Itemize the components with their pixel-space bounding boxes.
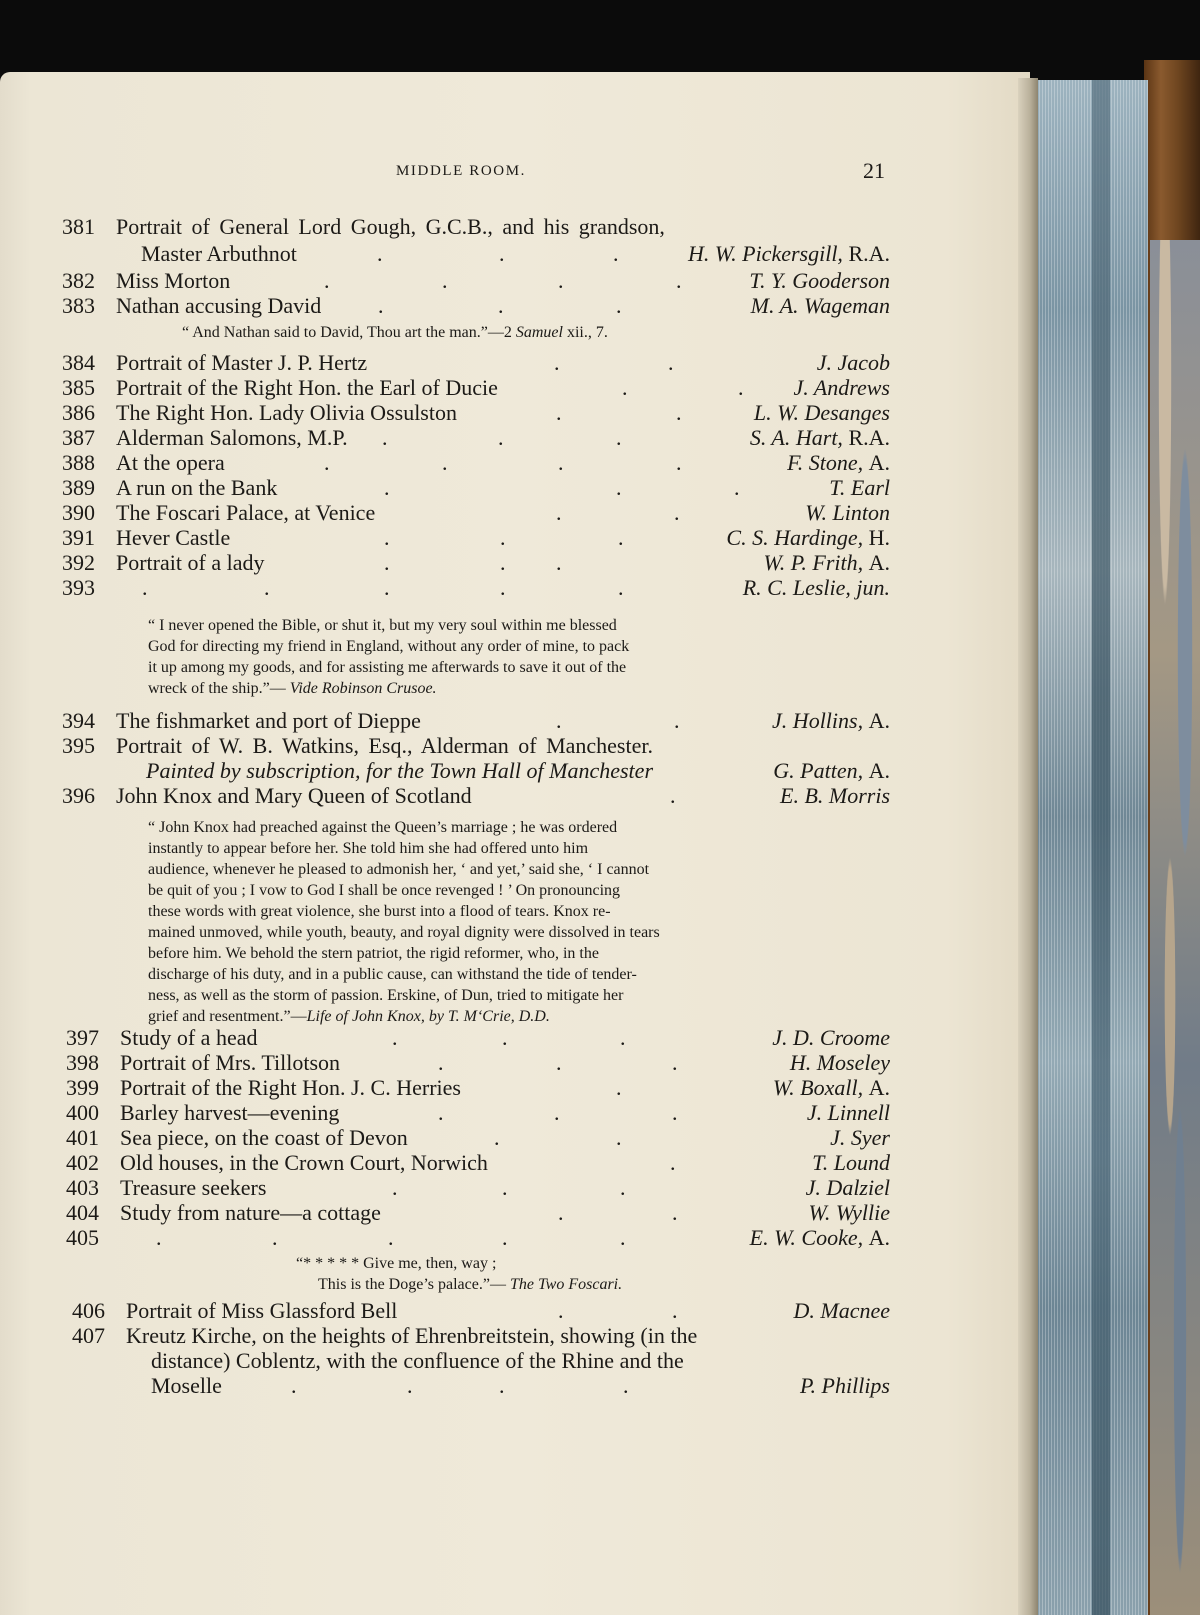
catalogue-entry: 394 The fishmarket and port of Dieppe . . J. Hollins, A. — [62, 708, 890, 733]
catalogue-entry: 393 . . . . . R. C. Leslie, jun. — [62, 575, 890, 600]
entry-artist: H. W. Pickersgill, R.A. — [687, 241, 890, 266]
catalogue-entry: 406 Portrait of Miss Glassford Bell . . D. Macnee — [72, 1298, 890, 1323]
entry-number: 386 — [62, 400, 95, 425]
catalogue-entry: 404 Study from nature—a cottage . . W. Wyllie — [66, 1200, 890, 1225]
entry-title: Miss Morton — [116, 268, 231, 293]
catalogue-entry: 400 Barley harvest—evening . . . J. Linnell — [66, 1100, 890, 1125]
entry-title: John Knox and Mary Queen of Scotland — [116, 783, 472, 808]
entry-number: 401 — [66, 1125, 99, 1150]
entry-artist: J. Dalziel — [805, 1175, 890, 1200]
entry-number: 403 — [66, 1175, 99, 1200]
catalogue-entry: 396 John Knox and Mary Queen of Scotland . E. B. Morris — [62, 783, 890, 808]
catalogue-entry: 389 A run on the Bank . . . T. Earl — [62, 475, 890, 500]
catalogue-entry — [62, 214, 890, 239]
quotation: “ I never opened the Bible, or shut it, but my very soul within me blessed God for directing my friend in England, without any order of mine, to pack it up among my goods, and for assisting me afterwards to save it out of the wreck of the ship.”— Vide Robinson Crusoe. — [148, 617, 630, 697]
entry-title: Treasure seekers — [120, 1175, 267, 1200]
entry-artist: W. Linton — [805, 500, 890, 525]
catalogue-entry: 401 Sea piece, on the coast of Devon . . J. Syer — [66, 1125, 890, 1150]
catalogue-entry — [62, 733, 890, 758]
entry-artist: J. Hollins, A. — [772, 708, 890, 733]
catalogue-entry: 390 The Foscari Palace, at Venice . . W. Linton — [62, 500, 890, 525]
entry-title: The Right Hon. Lady Olivia Ossulston — [116, 400, 457, 425]
entry-title: The Foscari Palace, at Venice — [116, 500, 376, 525]
entry-artist: S. A. Hart, R.A. — [749, 425, 890, 450]
entry-artist: D. Macnee — [793, 1298, 890, 1323]
entry-artist: J. Andrews — [793, 375, 890, 400]
quotation: “ John Knox had preached against the Queen’s marriage ; he was ordered instantly to appear before her. She told him she had offered unto him audience, whenever he pleased to admonish her, ‘ and yet,’ said she, ‘ I cannot be quit of you ; I vow to God I shall be once revenged ! ’ On pronouncing these words with great violence, she burst into a flood of tears. Knox re- mained unmoved, while youth, beauty, and royal dignity were dissolved in tears before him. We behold the stern patriot, the rigid reformer, who, in the discharge of his duty, and in a public cause, can withstand the tide of tender- ness, as well as the storm of passion. Erskine, of Dun, tried to mitigate her grief and resentment.”—Life of John Knox, by T. M‘Crie, D.D. — [148, 819, 660, 1025]
entry-title: At the opera — [116, 450, 225, 475]
entry-title-continued: Master Arbuthnot — [141, 241, 297, 266]
entry-number: 383 — [62, 293, 95, 318]
entry-number: 397 — [66, 1025, 99, 1050]
entry-number: 390 — [62, 500, 95, 525]
running-head: MIDDLE ROOM. — [396, 163, 527, 179]
entry-number: 395 — [62, 733, 95, 758]
entry-number: 384 — [62, 350, 95, 375]
leader-dot: . — [377, 241, 383, 266]
entry-continuation: Moselle . . . . P. Phillips — [151, 1373, 890, 1398]
entry-artist: C. S. Hardinge, H. — [726, 525, 890, 550]
entry-continuation — [151, 1348, 890, 1373]
entry-number: 393 — [62, 575, 95, 600]
catalogue-entry: 391 Hever Castle . . . C. S. Hardinge, H. — [62, 525, 890, 550]
entry-number: 388 — [62, 450, 95, 475]
catalogue-entry: 383 Nathan accusing David . . . M. A. Wageman — [62, 293, 890, 318]
entry-title: Nathan accusing David — [116, 293, 322, 318]
entry-number: 407 — [72, 1323, 105, 1348]
entry-title: Study of a head — [120, 1025, 258, 1050]
entry-artist: W. P. Frith, A. — [763, 550, 890, 575]
entry-title: Alderman Salomons, M.P. — [116, 425, 348, 450]
catalogue-entry: 405 . . . . . E. W. Cooke, A. — [66, 1225, 890, 1250]
entry-artist: P. Phillips — [799, 1373, 890, 1398]
entry-title: Kreutz Kirche, on the heights of Ehrenbreitstein, showing (in the — [126, 1323, 698, 1348]
catalogue-entry: 386 The Right Hon. Lady Olivia Ossulston . . L. W. Desanges — [62, 400, 890, 425]
catalogue-entry: 402 Old houses, in the Crown Court, Norwich . T. Lound — [66, 1150, 890, 1175]
quotation: “ And Nathan said to David, Thou art the man.”—2 Samuel xii., 7. — [182, 324, 608, 341]
entry-artist: J. D. Croome — [772, 1025, 890, 1050]
entry-title: Portrait of Mrs. Tillotson — [120, 1050, 341, 1075]
entry-title: Portrait of Miss Glassford Bell — [126, 1298, 398, 1323]
entry-title: The fishmarket and port of Dieppe — [116, 708, 421, 733]
entry-artist: T. Earl — [829, 475, 890, 500]
entry-number: 405 — [66, 1225, 99, 1250]
entry-artist: J. Jacob — [816, 350, 890, 375]
entry-artist: R. C. Leslie, jun. — [742, 575, 890, 600]
entry-number: 404 — [66, 1200, 99, 1225]
entry-title: Study from nature—a cottage — [120, 1200, 381, 1225]
marbled-endpaper — [1150, 240, 1200, 1615]
catalogue-entry — [72, 1323, 890, 1348]
entry-title: Portrait of the Right Hon. the Earl of Ducie — [116, 375, 498, 400]
entry-artist: W. Boxall, A. — [772, 1075, 890, 1100]
catalogue-entry: 385 Portrait of the Right Hon. the Earl of Ducie . . J. Andrews — [62, 375, 890, 400]
entry-title: Portrait of General Lord Gough, G.C.B., and his grandson, — [116, 214, 665, 239]
leader-dot: . — [613, 241, 619, 266]
entry-artist: J. Linnell — [806, 1100, 890, 1125]
catalogue-entry: 392 Portrait of a lady . . . W. P. Frith, A. — [62, 550, 890, 575]
catalogue-entry: 403 Treasure seekers . . . J. Dalziel — [66, 1175, 890, 1200]
entry-number: 385 — [62, 375, 95, 400]
entry-artist: W. Wyllie — [808, 1200, 890, 1225]
entry-artist: H. Moseley — [789, 1050, 890, 1075]
entry-number: 406 — [72, 1298, 105, 1323]
catalogue-entry: 398 Portrait of Mrs. Tillotson . . . H. Moseley — [66, 1050, 890, 1075]
catalogue-entry: 399 Portrait of the Right Hon. J. C. Herries . W. Boxall, A. — [66, 1075, 890, 1100]
catalogue-entry: 382 Miss Morton . . . . T. Y. Gooderson — [62, 268, 890, 293]
entry-artist: E. W. Cooke, A. — [749, 1225, 890, 1250]
entry-artist: F. Stone, A. — [787, 450, 890, 475]
entry-title: Sea piece, on the coast of Devon — [120, 1125, 408, 1150]
entry-title: Portrait of Master J. P. Hertz — [116, 350, 368, 375]
entry-number: 399 — [66, 1075, 99, 1100]
catalogue-entry: 397 Study of a head . . . J. D. Croome — [66, 1025, 890, 1050]
entry-number: 400 — [66, 1100, 99, 1125]
entry-continuation — [146, 758, 890, 783]
catalogue-entry: 387 Alderman Salomons, M.P. . . . S. A. Hart, R.A. — [62, 425, 890, 450]
entry-title: Portrait of W. B. Watkins, Esq., Alderman of Manchester. — [116, 733, 653, 758]
entry-number: 389 — [62, 475, 95, 500]
entry-title: Old houses, in the Crown Court, Norwich — [120, 1150, 488, 1175]
entry-artist: J. Syer — [830, 1125, 890, 1150]
entry-title-continued: distance) Coblentz, with the confluence of the Rhine and the — [151, 1348, 684, 1373]
entry-title: Hever Castle — [116, 525, 231, 550]
entry-number: 394 — [62, 708, 95, 733]
entry-artist: T. Y. Gooderson — [749, 268, 890, 293]
page-block-edge — [1030, 80, 1148, 1615]
catalogue-entry: 388 At the opera . . . . F. Stone, A. — [62, 450, 890, 475]
entry-number: 382 — [62, 268, 95, 293]
entry-artist: L. W. Desanges — [753, 400, 890, 425]
entry-title: Barley harvest—evening — [120, 1100, 340, 1125]
entry-number: 402 — [66, 1150, 99, 1175]
entry-continuation — [141, 241, 890, 266]
entry-number: 396 — [62, 783, 95, 808]
entry-title-continued: Moselle — [151, 1373, 222, 1398]
entry-artist: M. A. Wageman — [750, 293, 890, 318]
entry-number: 387 — [62, 425, 95, 450]
entry-artist: T. Lound — [812, 1150, 890, 1175]
entry-artist: G. Patten, A. — [773, 758, 890, 783]
entry-title: Portrait of the Right Hon. J. C. Herries — [120, 1075, 461, 1100]
entry-number: 392 — [62, 550, 95, 575]
entry-number: 398 — [66, 1050, 99, 1075]
catalogue-entry: 384 Portrait of Master J. P. Hertz . . J. Jacob — [62, 350, 890, 375]
leader-dot: . — [499, 241, 505, 266]
quotation: “* * * * * Give me, then, way ; This is the Doge’s palace.”— The Two Foscari. — [296, 1255, 623, 1293]
page-edge-shadow — [1092, 80, 1110, 1615]
entry-note: Painted by subscription, for the Town Hall of Manchester — [146, 758, 653, 783]
page-number: 21 — [863, 158, 885, 183]
entry-title: Portrait of a lady — [116, 550, 265, 575]
entry-number: 381 — [62, 214, 95, 239]
entry-number: 391 — [62, 525, 95, 550]
entry-title: A run on the Bank — [116, 475, 278, 500]
entry-artist: E. B. Morris — [780, 783, 890, 808]
